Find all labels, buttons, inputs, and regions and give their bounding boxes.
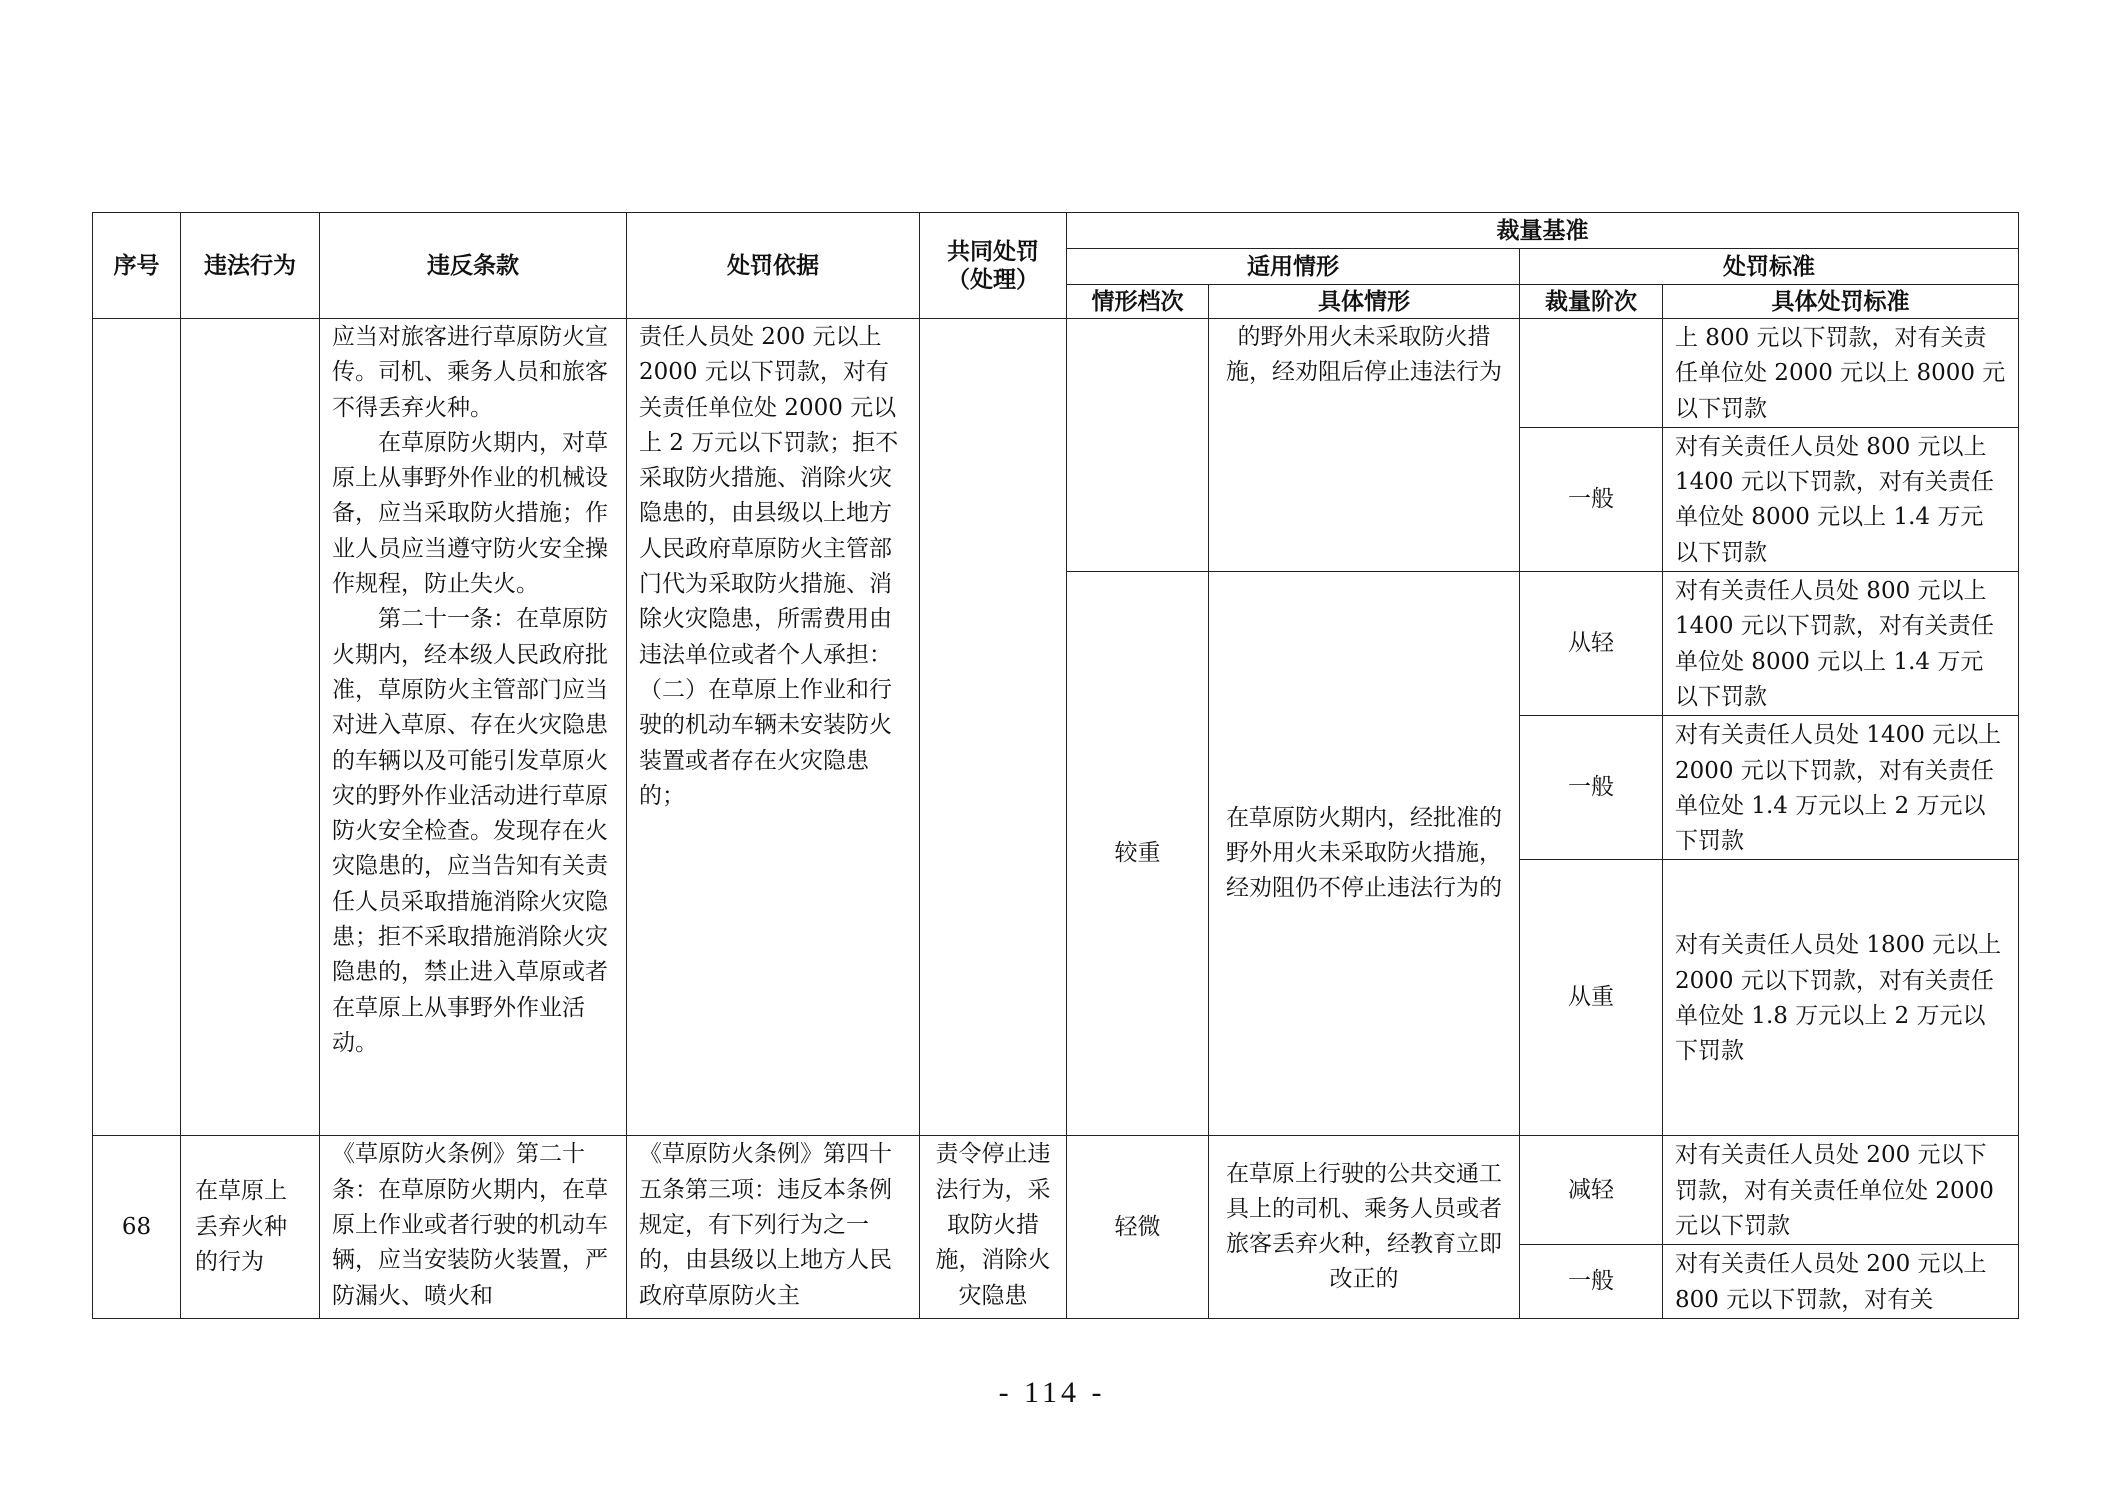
cont-joint-cell [920,319,1067,1136]
cont-grade-2: 一般 [1520,427,1663,571]
row68-basis: 《草原防火条例》第四十五条第三项：违反本条例规定，有下列行为之一的，由县级以上地方人民政府草原防火主 [639,1141,892,1309]
header-joint [920,213,1067,319]
header-discretion: 裁量基准 [1067,213,2019,249]
row68-joint: 责令停止违法行为，采取防火措施，消除火灾隐患 [935,1141,1051,1309]
row68-standard-1: 对有关责任人员处 200 元以下罚款，对有关责任单位处 2000 元以下罚款 [1675,1142,1994,1240]
cont-clause-p1: 应当对旅客进行草原防火宣传。司机、乘务人员和旅客不得丢弃火种。 [332,324,608,421]
header-basis: 处罚依据 [627,213,920,319]
cont-standard-3: 对有关责任人员处 800 元以上 1400 元以下罚款，对有关责任单位处 8000 元以上 1.4 万元以下罚款 [1675,578,1994,710]
header-situation: 具体情形 [1209,285,1520,319]
row68-joint-cell [920,1136,1067,1318]
cont-standard-2-cell [1663,427,2019,571]
cont-grade-5: 从重 [1520,860,1663,1136]
cont-level-b: 较重 [1067,572,1209,1136]
page-number: - 114 - [998,1376,1106,1409]
cont-standard-4: 对有关责任人员处 1400 元以上 2000 元以下罚款，对有关责任单位处 1.4 万元以上 2 万元以下罚款 [1675,722,2002,855]
header-joint-line1: 共同处罚 [947,238,1039,265]
row68-grade-1: 减轻 [1520,1136,1663,1245]
row68-situation: 在草原上行驶的公共交通工具上的司机、乘务人员或者旅客丢弃火种，经教育立即改正的 [1226,1160,1502,1293]
cont-standard-5: 对有关责任人员处 1800 元以上 2000 元以下罚款，对有关责任单位处 1.8 万元以上 2 万元以下罚款 [1675,932,2002,1065]
cont-seq-cell [93,319,181,1136]
header-grade: 裁量阶次 [1520,285,1663,319]
cont-grade-3: 从轻 [1520,572,1663,716]
header-seq: 序号 [93,213,181,319]
penalty-table [92,212,2019,1319]
cont-clause-p3: 第二十一条：在草原防火期内，经本级人民政府批准，草原防火主管部门应当对进入草原、存在火灾隐患的车辆以及可能引发草原火灾的野外作业活动进行草原防火安全检查。发现存在火灾隐患的，应当告知有关责任人员采取措施消除火灾隐患；拒不采取措施消除火灾隐患的，禁止进入草原或者在草原上从事野外作业活动。 [332,606,608,1056]
cont-situation-b: 在草原防火期内，经批准的野外用火未采取防火措施，经劝阻仍不停止违法行为的 [1226,804,1502,902]
cont-level-a-cell [1067,319,1209,572]
cont-situation-a: 的野外用火未采取防火措施，经劝阻后停止违法行为 [1226,324,1502,386]
cont-clause-p2: 在草原防火期内，对草原上从事野外作业的机械设备，应当采取防火措施；作业人员应当遵守防火安全操作规程，防止失火。 [332,429,608,598]
header-level: 情形档次 [1067,285,1209,319]
row68-seq: 68 [93,1136,181,1318]
row68-grade-2: 一般 [1520,1245,1663,1319]
cont-basis-cell [627,319,920,1136]
header-specific-standard: 具体处罚标准 [1663,285,2019,319]
cont-situation-b-cell [1209,572,1520,1136]
header-joint-line2: （处理） [947,266,1039,293]
header-applicable: 适用情形 [1067,249,1520,285]
cont-standard-2: 对有关责任人员处 800 元以上 1400 元以下罚款，对有关责任单位处 8000 元以上 1.4 万元以下罚款 [1675,433,1994,566]
row68-standard-2: 对有关责任人员处 200 元以上 800 元以下罚款，对有关 [1675,1251,1987,1313]
row68-standard-2-cell [1663,1245,2019,1319]
row68-clause: 《草原防火条例》第二十条：在草原防火期内，在草原上作业或者行驶的机动车辆，应当安装防火装置，严防漏火、喷火和 [332,1141,608,1309]
row68-standard-1-cell [1663,1136,2019,1245]
header-clause: 违反条款 [320,213,627,319]
cont-standard-1: 上 800 元以下罚款，对有关责任单位处 2000 元以上 8000 元以下罚款 [1675,325,2006,422]
cont-standard-1-cell [1663,319,2019,428]
cont-grade-1-cell [1520,319,1663,428]
cont-standard-3-cell [1663,572,2019,716]
cont-basis-text: 责任人员处 200 元以上 2000 元以下罚款，对有关责任单位处 2000 元以上 2 万元以下罚款；拒不采取防火措施、消除火灾隐患的，由县级以上地方人民政府草原防火主管部门代为采取防火措施、消除火灾隐患，所需费用由违法单位或者个人承担：（二）在草原上作业和行驶的机动车辆未安装防火装置或者存在火灾隐患的； [639,324,899,809]
row68-situation-cell [1209,1136,1520,1318]
cont-clause-cell [320,319,627,1136]
cont-standard-4-cell [1663,716,2019,860]
row68-act: 在草原上丢弃火种的行为 [195,1178,287,1275]
header-act: 违法行为 [181,213,320,319]
cont-situation-a-cell [1209,319,1520,572]
cont-standard-5-cell [1663,860,2019,1136]
header-penalty-standard: 处罚标准 [1520,249,2019,285]
row68-level: 轻微 [1067,1136,1209,1318]
row68-act-cell [181,1136,320,1318]
cont-grade-4: 一般 [1520,716,1663,860]
cont-act-cell [181,319,320,1136]
row68-basis-cell [627,1136,920,1318]
row68-clause-cell [320,1136,627,1318]
